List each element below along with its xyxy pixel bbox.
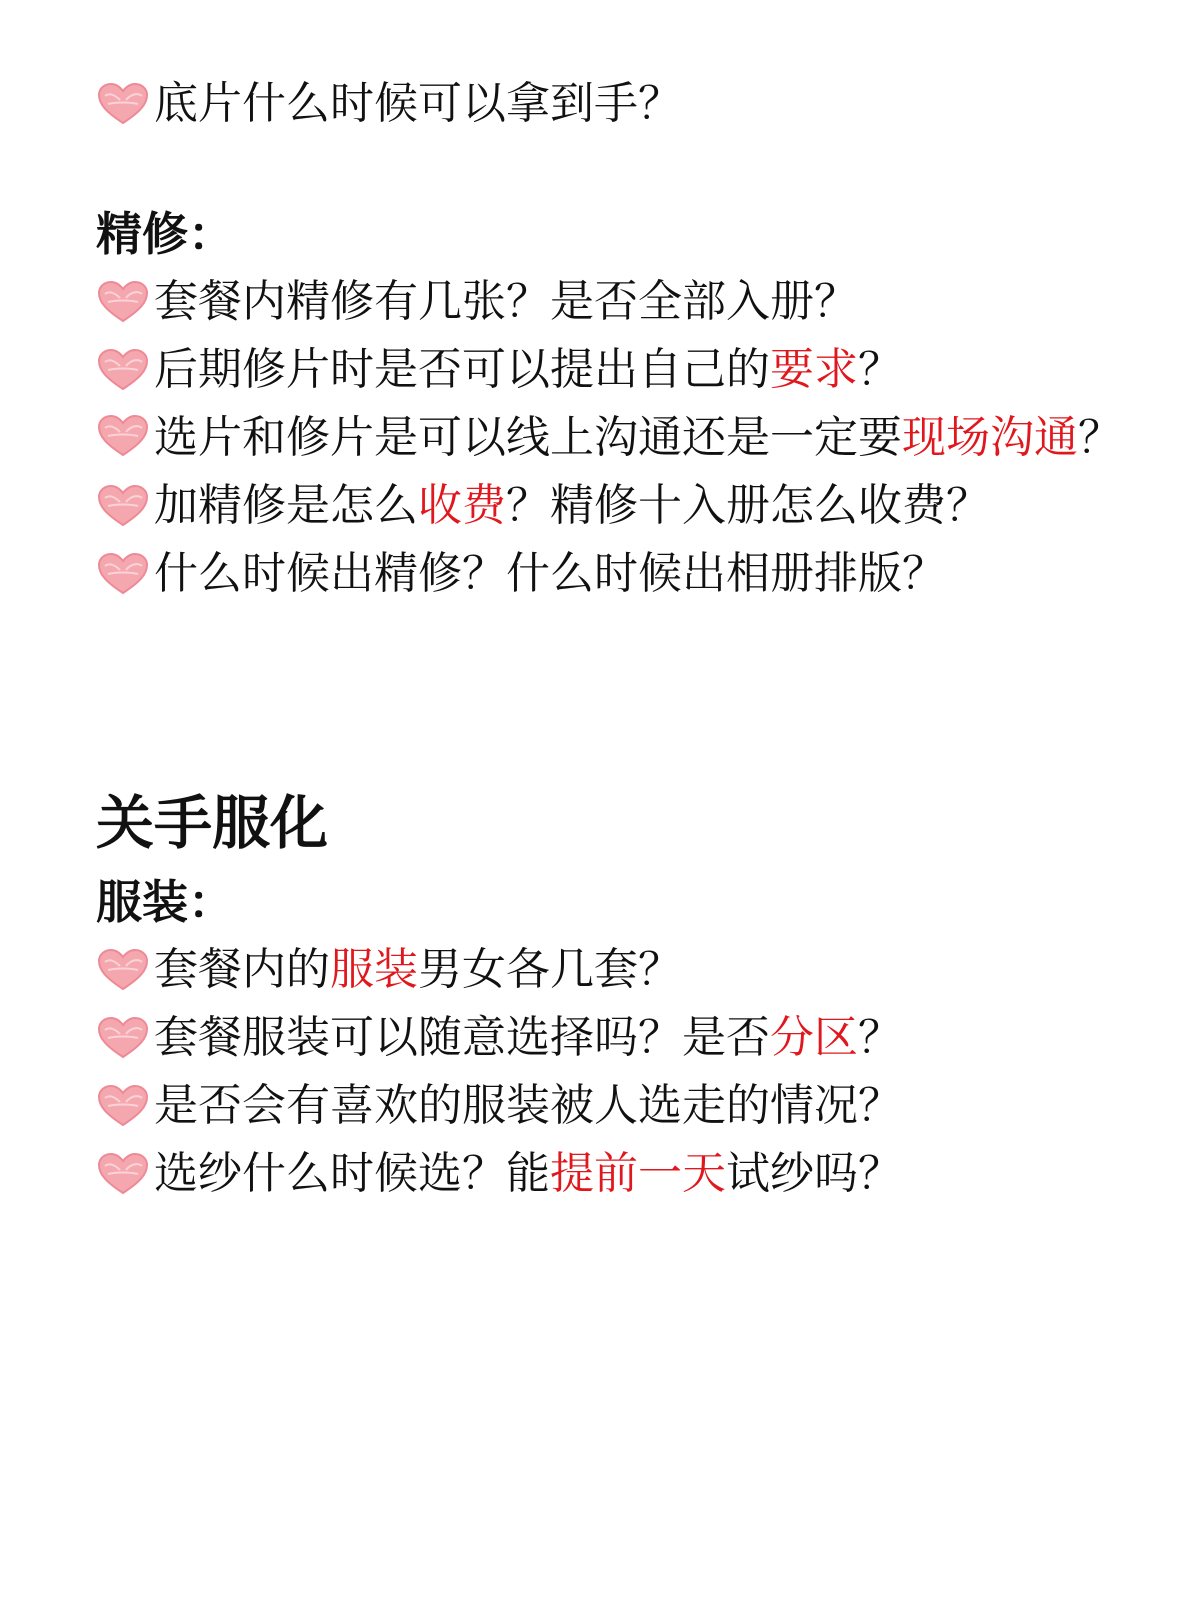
retouch-item-text [154, 412, 1122, 463]
retouch-item [96, 336, 1136, 404]
item-text-part: 套餐内的 [154, 944, 330, 995]
heart-icon [96, 552, 150, 596]
clothing-item-text [154, 936, 682, 1004]
highlight-text: 现场沟通 [902, 412, 1078, 463]
item-text-part: 什么时候出精修？什么时候出相册排版？ [154, 548, 946, 599]
clothing-item [96, 1072, 1136, 1140]
heart-icon [96, 82, 150, 126]
heart-icon [96, 1084, 150, 1128]
section-title: 关手服化 [96, 789, 329, 857]
retouch-item-text [154, 540, 946, 608]
highlight-text: 提前一天 [550, 1148, 726, 1199]
clothing-item-text [154, 1072, 902, 1140]
intro-item-text: 底片什么时候可以拿到手？ [154, 78, 682, 129]
item-text-part: 选纱什么时候选？能 [154, 1148, 550, 1199]
clothing-item [96, 1004, 1136, 1072]
heart-icon [96, 414, 150, 458]
item-text-part: 加精修是怎么 [154, 480, 418, 531]
heart-icon [96, 484, 150, 528]
item-text-part: 是否会有喜欢的服装被人选走的情况？ [154, 1080, 902, 1131]
heart-icon [96, 280, 150, 324]
highlight-text: 分区 [770, 1012, 858, 1063]
retouch-item-text [154, 472, 990, 540]
heart-icon [96, 948, 150, 992]
retouch-item-text [154, 336, 902, 404]
item-text-part: ？精修十入册怎么收费？ [506, 480, 990, 531]
item-text-part: 套餐内精修有几张？是否全部入册？ [154, 276, 858, 327]
heart-icon [96, 348, 150, 392]
item-text-part: 后期修片时是否可以提出自己的 [154, 344, 770, 395]
clothing-heading: 服装： [96, 875, 234, 929]
retouch-item [96, 404, 1136, 472]
heart-icon [96, 1152, 150, 1196]
clothing-item [96, 936, 1136, 1004]
retouch-list [96, 268, 1136, 608]
heart-icon [96, 1016, 150, 1060]
retouch-item [96, 540, 1136, 608]
item-text-part: 男女各几套？ [418, 944, 682, 995]
retouch-item [96, 268, 1136, 336]
item-text-part: 选片和修片是可以线上沟通还是一定要 [154, 412, 902, 463]
item-text-part: ？ [1078, 412, 1122, 463]
clothing-item-text [154, 1140, 902, 1208]
highlight-text: 服装 [330, 944, 418, 995]
item-text-part: ？ [858, 1012, 902, 1063]
retouch-item-text [154, 268, 858, 336]
highlight-text: 要求 [770, 344, 858, 395]
highlight-text: 收费 [418, 480, 506, 531]
document-page [96, 70, 1136, 1208]
clothing-item-text [154, 1004, 902, 1072]
item-text-part: 套餐服装可以随意选择吗？是否 [154, 1012, 770, 1063]
retouch-item [96, 472, 1136, 540]
clothing-item [96, 1140, 1136, 1208]
clothing-list [96, 936, 1136, 1208]
retouch-heading: 精修： [96, 207, 234, 261]
item-text-part: ？ [858, 344, 902, 395]
intro-item [96, 70, 1136, 138]
item-text-part: 试纱吗？ [726, 1148, 902, 1199]
